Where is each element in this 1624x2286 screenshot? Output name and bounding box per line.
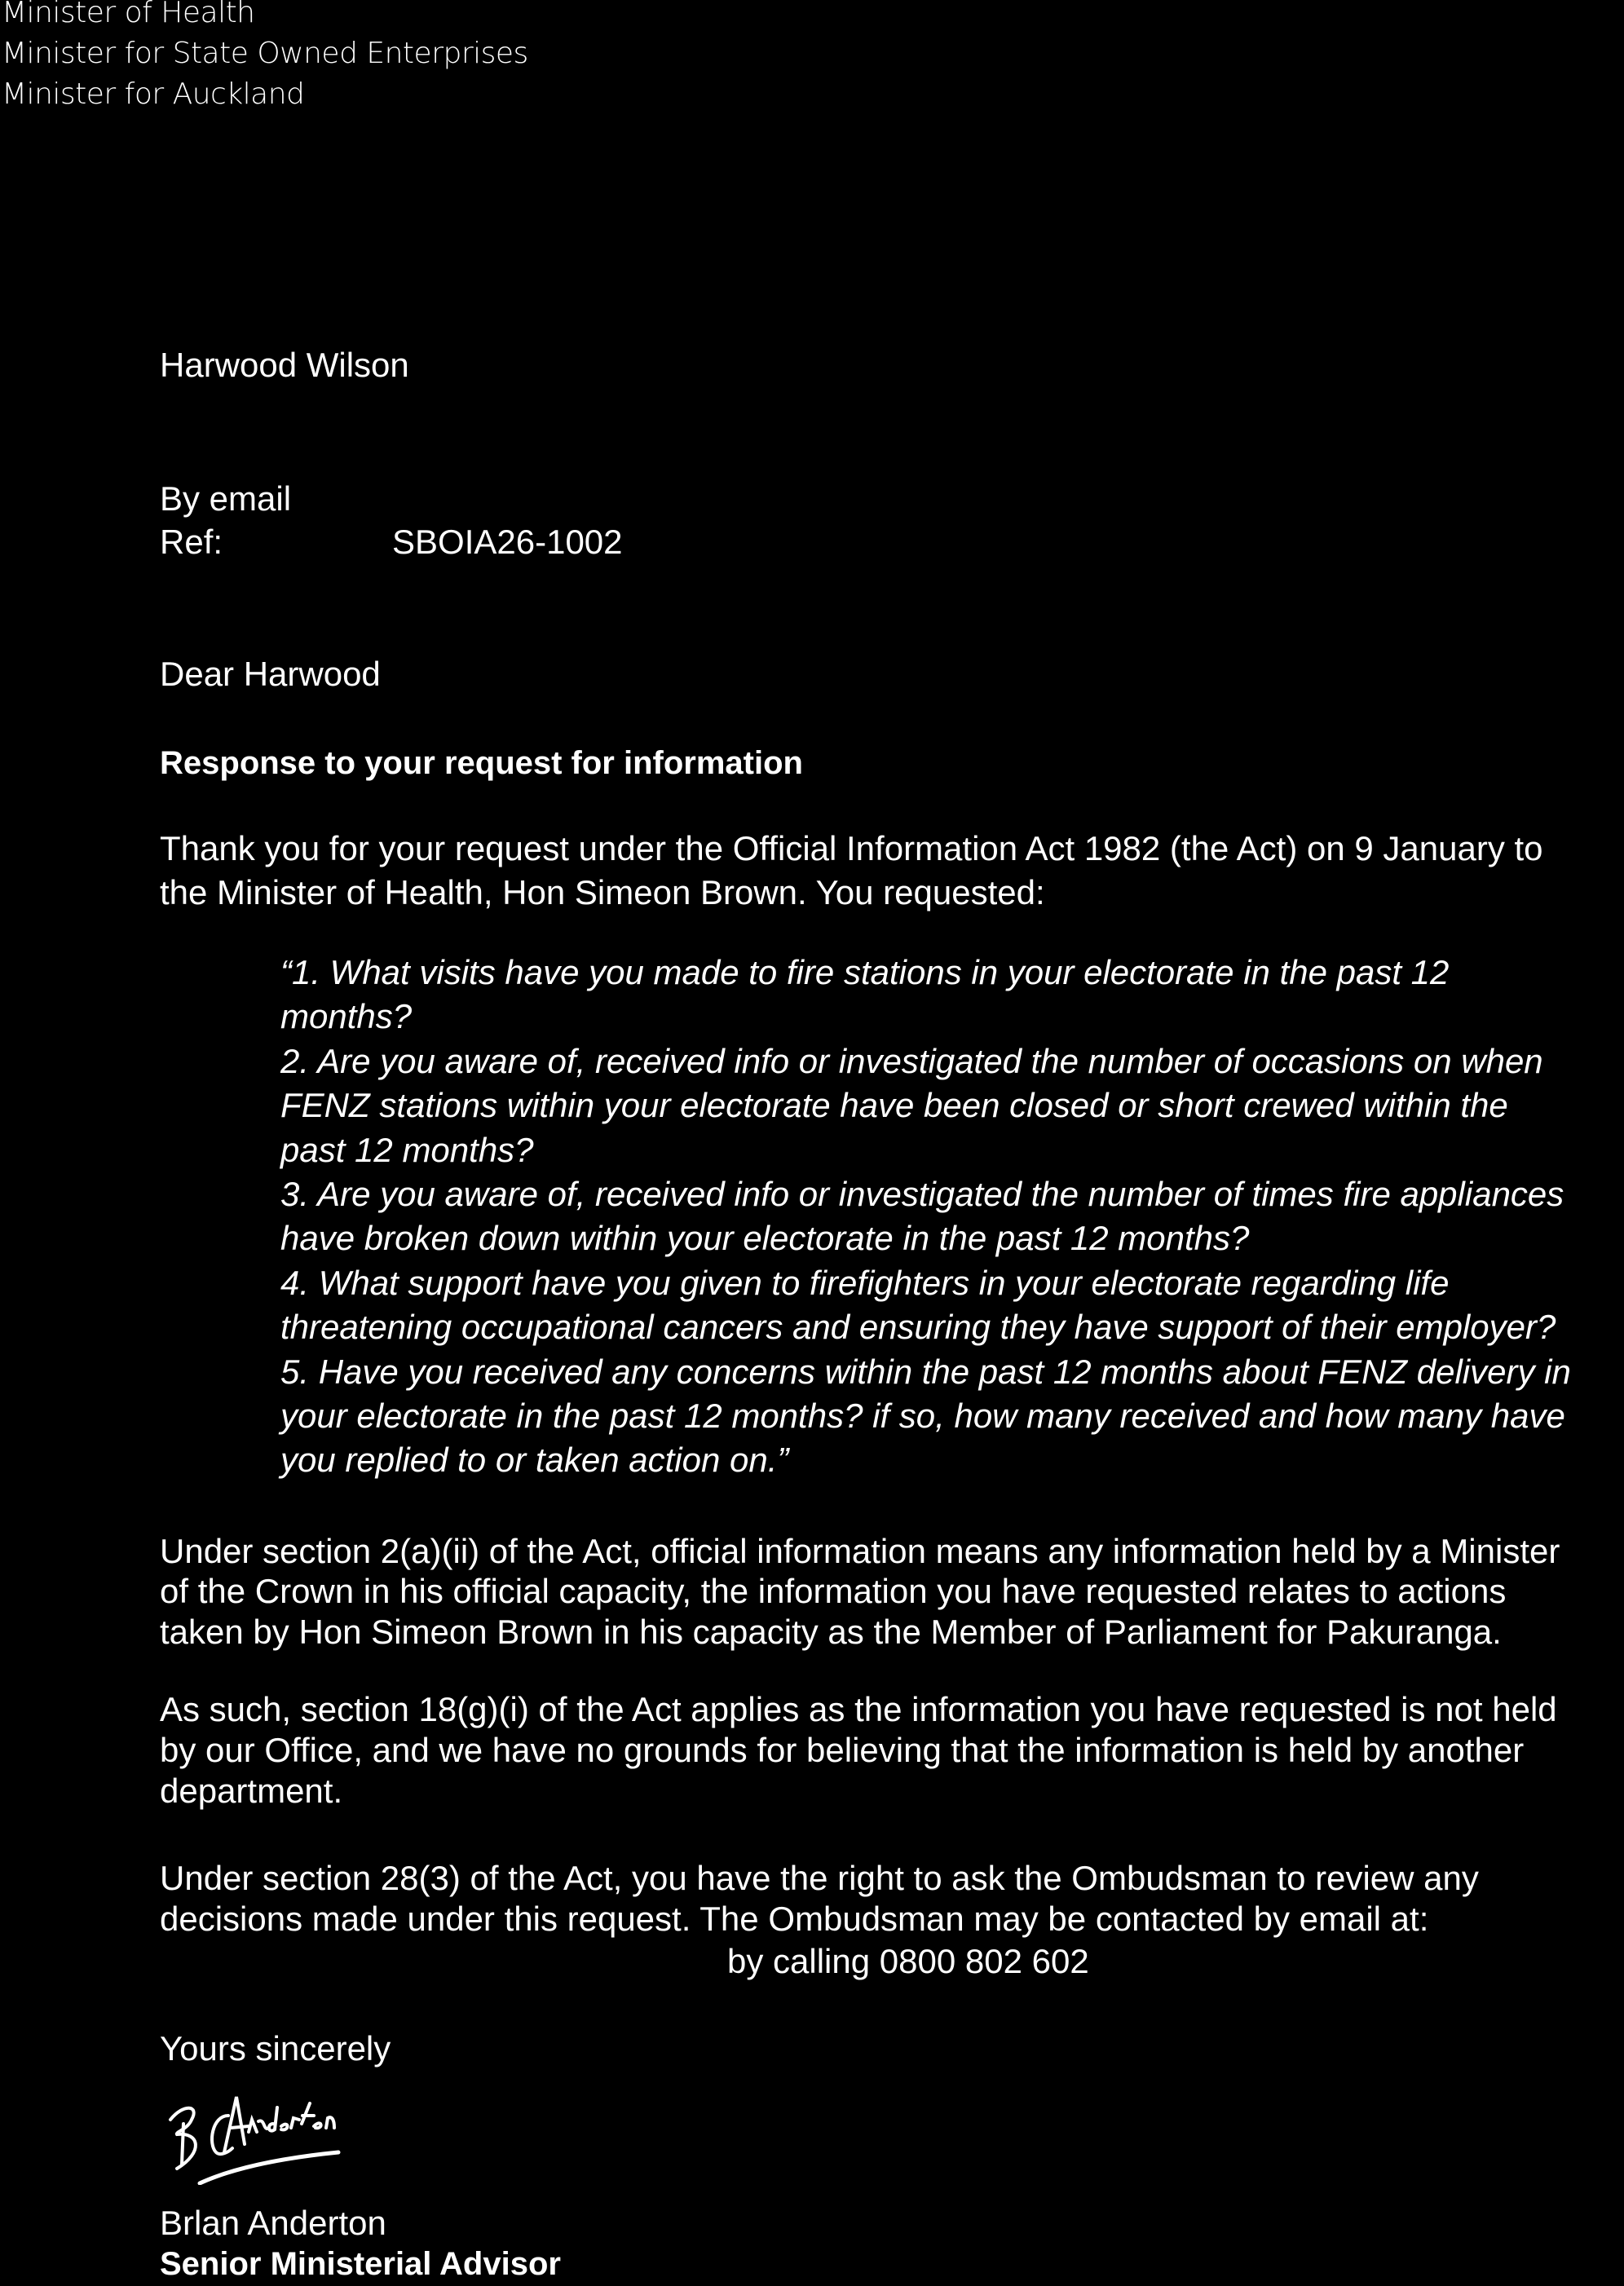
quoted-request-line: 2. Are you aware of, received info or investigated the number of occasions on when: [280, 1041, 1543, 1080]
ombudsman-phone: by calling 0800 802 602: [727, 1942, 1089, 1980]
quoted-request-line: 5. Have you received any concerns within the past 12 months about FENZ delivery in: [280, 1352, 1571, 1391]
salutation: Dear Harwood: [160, 655, 381, 693]
ombudsman-line: decisions made under this request. The Ombudsman may be contacted by email at:: [160, 1900, 1429, 1938]
definition-line: taken by Hon Simeon Brown in his capacity as the Member of Parliament for Pakuranga.: [160, 1613, 1502, 1651]
subject-heading: Response to your request for information: [160, 745, 803, 781]
ombudsman-line: Under section 28(3) of the Act, you have the right to ask the Ombudsman to review any: [160, 1859, 1479, 1897]
signatory-title: Senior Ministerial Advisor: [160, 2246, 561, 2282]
recipient-name: Harwood Wilson: [160, 346, 409, 384]
definition-line: Under section 2(a)(ii) of the Act, official information means any information held by a Minister: [160, 1532, 1560, 1570]
quoted-request-line: have broken down within your electorate in the past 12 months?: [280, 1219, 1250, 1258]
ref-label: Ref:: [160, 523, 223, 561]
quoted-request-line: “1. What visits have you made to fire stations in your electorate in the past 12: [280, 953, 1450, 991]
signatory-name: Brlan Anderton: [160, 2204, 386, 2242]
intro-line: the Minister of Health, Hon Simeon Brown. You requested:: [160, 873, 1045, 911]
header-role: Minister for State Owned Enterprises: [2, 37, 528, 70]
quoted-request-line: threatening occupational cancers and ensuring they have support of their employer?: [280, 1308, 1556, 1347]
quoted-request-line: your electorate in the past 12 months? if so, how many received and how many have: [280, 1397, 1565, 1435]
quoted-request-line: you replied to or taken action on.”: [280, 1441, 789, 1480]
ref-value: SBOIA26-1002: [392, 523, 623, 561]
refusal-line: by our Office, and we have no grounds for believing that the information is held by another: [160, 1731, 1525, 1769]
quoted-request-line: FENZ stations within your electorate have been closed or short crewed within the: [280, 1086, 1508, 1125]
header-role: Minister of Health: [2, 0, 255, 29]
refusal-line: As such, section 18(g)(i) of the Act applies as the information you have requested is not held: [160, 1690, 1557, 1728]
delivery-method: By email: [160, 479, 292, 518]
quoted-request-line: 4. What support have you given to firefighters in your electorate regarding life: [280, 1263, 1450, 1302]
definition-line: of the Crown in his official capacity, the information you have requested relates to actions: [160, 1572, 1507, 1610]
quoted-request-line: months?: [280, 997, 413, 1036]
quoted-request-line: past 12 months?: [280, 1130, 534, 1169]
closing: Yours sincerely: [160, 2029, 391, 2068]
refusal-line: department.: [160, 1772, 343, 1810]
signature-image: [167, 2087, 436, 2185]
quoted-request-line: 3. Are you aware of, received info or investigated the number of times fire appliances: [280, 1175, 1564, 1213]
intro-line: Thank you for your request under the Official Information Act 1982 (the Act) on 9 January to: [160, 829, 1543, 867]
header-role: Minister for Auckland: [2, 77, 305, 111]
